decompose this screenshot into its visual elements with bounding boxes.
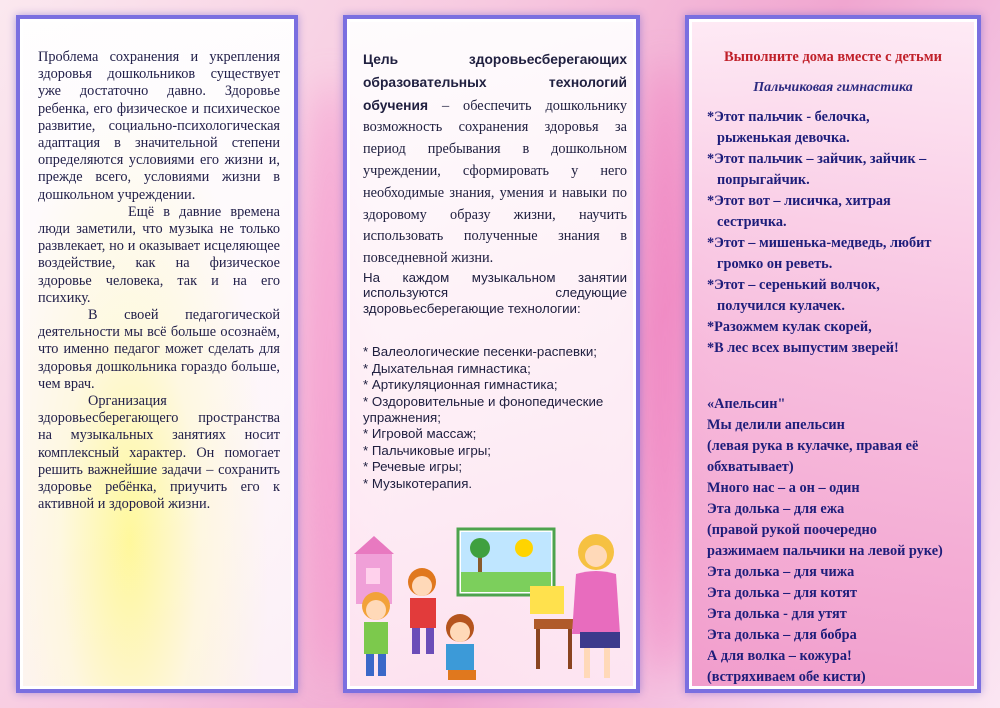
technologies-list [363, 344, 627, 492]
poem-line: *Разожмем кулак скорей, [707, 319, 872, 335]
intro-paragraph: Организация здоровьесберегающего пространства на музыкальных занятиях носит комплексный характер. Он помогает решить важнейшие задачи – сохранить здоровье ребёнка, приучить его к активной и здоровой жизни. [38, 393, 280, 513]
intro-text [38, 49, 280, 513]
intro-paragraph: Проблема сохранения и укрепления здоровья дошкольников существует уже достаточно давно. Здоровье ребенка, его физическое и психическое развитие, социально-психологическая адаптация в значительной степени определяются условиями его жизни и, прежде всего, условиями жизни в дошкольном учреждении. [38, 49, 280, 203]
poem-line: попрыгайчик. [717, 172, 810, 188]
poem-line: А для волка – кожура! [707, 648, 852, 664]
orange-poem [707, 394, 977, 688]
list-item: * Валеологические песенки-распевки; [363, 344, 597, 360]
child-icon [362, 592, 390, 676]
finger-gymnastics-subtitle: Пальчиковая гимнастика [753, 80, 913, 95]
poem-line: *Этот – мишенька-медведь, любит [707, 235, 932, 251]
poem-line: рыженькая девочка. [717, 130, 850, 146]
poem-line: сестричка. [717, 214, 787, 230]
poem-line: получился кулачек. [717, 298, 845, 314]
goal-heading: Цель здоровьесберегающих образовательных технологий обучения [363, 52, 627, 113]
poem-line: Мы делили апельсин [707, 417, 845, 433]
goal-description: – обеспечить дошкольнику возможность сохранения здоровья за период пребывания в дошкольном учреждении, сформировать у него необходимые знания, умения и навыки по здоровому образу жизни, научить использовать полученные знания в повседневной жизни. [363, 97, 627, 267]
list-item: * Музыкотерапия. [363, 475, 473, 491]
technologies-intro: На каждом музыкальном занятии используются следующие здоровьесберегающие технологии: [363, 269, 627, 316]
list-item: * Оздоровительные и фонопедические упражнения; [363, 393, 604, 425]
poem-line: (встряхиваем обе кисти) [707, 669, 866, 685]
poem-line: Эта долька – для бобра [707, 627, 857, 643]
poem-line: *Этот вот – лисичка, хитрая [707, 193, 891, 209]
poem-line: разжимаем пальчики на левой руке) [707, 543, 943, 559]
poem-line: обхватывает) [707, 459, 794, 475]
background-glow [640, 60, 690, 680]
chair-icon [534, 619, 574, 669]
poem-line: *Этот пальчик – зайчик, зайчик – [707, 151, 927, 167]
poem-line: громко он реветь. [717, 256, 833, 272]
teacher-children-illustration [348, 524, 636, 690]
poem-line: (левая рука в кулачке, правая её [707, 438, 919, 454]
list-item: * Игровой массаж; [363, 426, 477, 442]
child-icon [408, 568, 436, 654]
intro-paragraph: В своей педагогической деятельности мы всё больше осознаём, что именно педагог может сделать для здоровья дошкольника гораздо больше, чем врач. [38, 307, 280, 392]
home-exercises-title: Выполните дома вместе с детьми [724, 49, 942, 65]
poem-line: Много нас – а он – один [707, 480, 860, 496]
poem-line: (правой рукой поочередно [707, 522, 877, 538]
list-item: * Пальчиковые игры; [363, 442, 491, 458]
poem-line: Эта долька - для утят [707, 606, 847, 622]
poem-line: *Этот пальчик - белочка, [707, 109, 870, 125]
poem-line: *В лес всех выпустим зверей! [707, 340, 899, 356]
panel-home-exercises [685, 15, 981, 693]
yellow-cube-icon [530, 586, 564, 614]
poem-line: Эта долька – для ежа [707, 501, 845, 517]
goal-text [363, 49, 627, 492]
poem-line: Эта долька – для чижа [707, 564, 855, 580]
list-item: * Артикуляционная гимнастика; [363, 377, 558, 393]
goal-paragraph [363, 49, 627, 270]
teacher-icon [572, 534, 620, 678]
poem-line: Эта долька – для котят [707, 585, 858, 601]
poem-line: «Апельсин" [707, 396, 786, 412]
intro-paragraph: Ещё в давние времена люди заметили, что музыка не только развлекает, но и оказывает исцеляющее воздействие, как на физическое здоровье человека, так и на его психику. [38, 203, 280, 306]
list-item: * Речевые игры; [363, 459, 463, 475]
picture-frame-icon [458, 529, 554, 595]
child-icon [446, 614, 476, 680]
panel-intro [16, 15, 298, 693]
poem-line: *Этот – серенький волчок, [707, 277, 880, 293]
list-item: * Дыхательная гимнастика; [363, 360, 531, 376]
finger-poem [707, 107, 977, 359]
